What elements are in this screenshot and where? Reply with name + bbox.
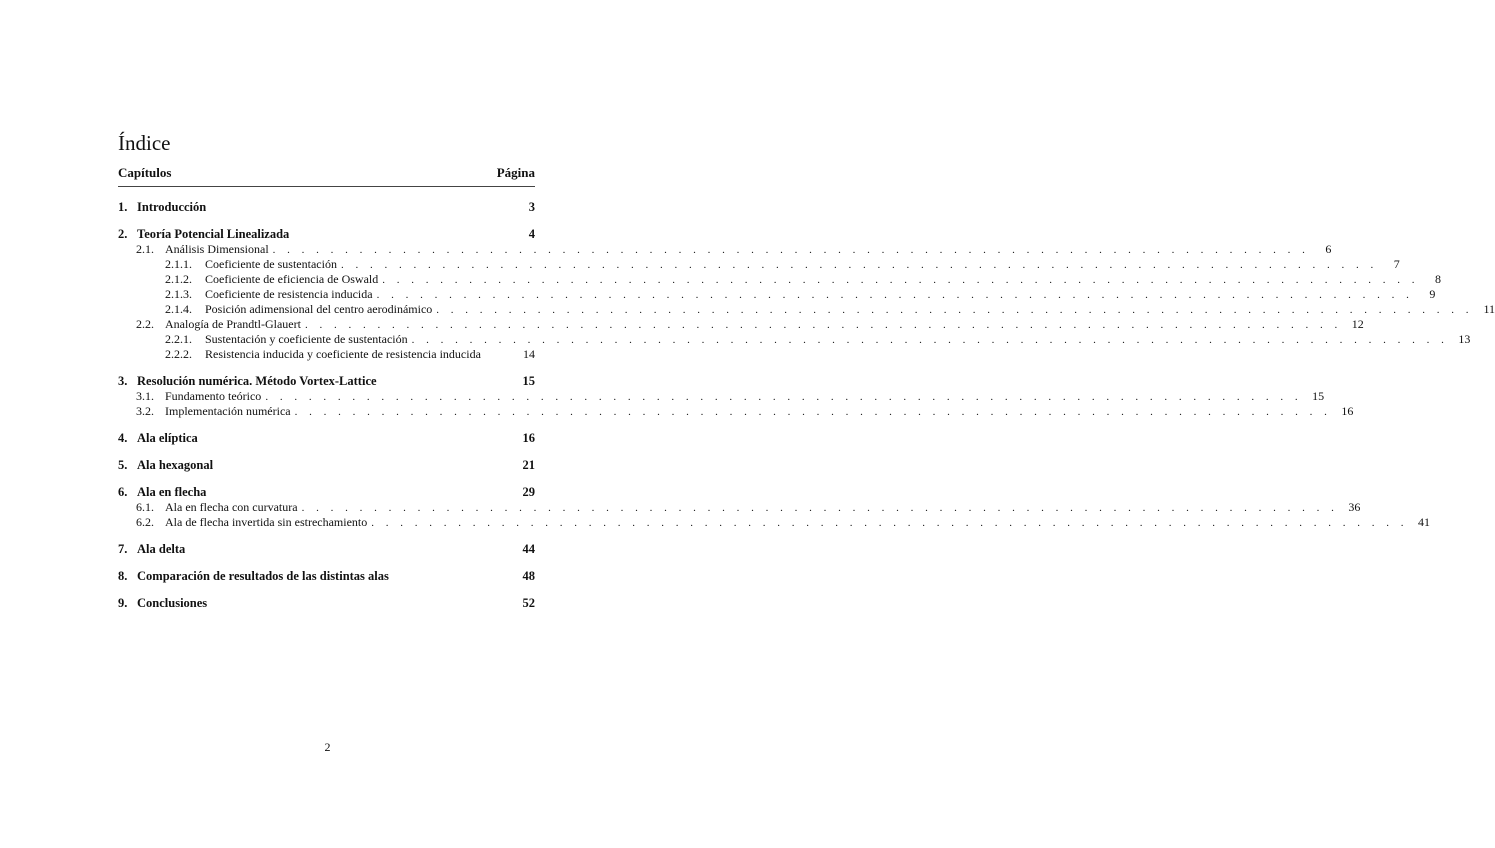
toc-subsection-entry[interactable] [118,332,1471,347]
entry-number: 1. [118,200,128,214]
entry-number: 8. [118,569,128,583]
dot-leader [382,273,1419,288]
entry-number: 3.2. [136,404,154,418]
entry-page-number: 48 [522,569,535,583]
entry-number: 3.1. [136,389,154,403]
toc-subsection-entry[interactable] [118,302,1495,317]
entry-title: Analogía de Prandtl-Glauert [165,317,301,331]
entry-number: 2.1.4. [165,302,192,316]
entry-page-number: 8 [1435,272,1441,286]
dot-leader [412,333,1449,348]
toc-section-entry[interactable] [118,389,1325,404]
entry-page-number: 16 [1341,404,1354,418]
entry-title: Ala hexagonal [137,458,214,472]
entry-page-number: 44 [522,542,535,556]
entry-page-number: 7 [1393,257,1400,271]
toc-section-entry[interactable] [118,317,1364,332]
entry-title: Comparación de resultados de las distintas alas [137,569,389,583]
dot-leader [341,258,1378,273]
dot-leader [436,303,1473,318]
entry-number: 3. [118,374,128,388]
entry-page-number: 16 [522,431,535,445]
toc-subsection-entry[interactable] [118,272,1441,287]
entry-page-number: 6 [1325,242,1332,256]
entry-page-number: 29 [522,485,535,499]
entry-title: Ala de flecha invertida sin estrechamiento [165,515,368,529]
entry-number: 4. [118,431,128,445]
entry-number: 6.2. [136,515,154,529]
toc-chapter-entry[interactable] [118,430,535,446]
dot-leader [295,405,1332,420]
entry-title: Resistencia inducida y coeficiente de resistencia inducida [205,347,481,361]
dot-leader [377,288,1414,303]
dot-leader [265,390,1302,405]
dot-leader [273,243,1310,258]
entry-title: Posición adimensional del centro aerodinámico [205,302,433,316]
entry-number: 2. [118,227,128,241]
entry-number: 2.1.1. [165,257,192,271]
toc-chapter-entry[interactable] [118,457,535,473]
toc-section-entry[interactable] [118,404,1354,419]
toc-header [118,165,535,183]
toc-chapter-entry[interactable] [118,541,535,557]
chapters-column-label: Capítulos [118,165,172,180]
entry-number: 2.2.1. [165,332,192,346]
entry-page-number: 15 [522,374,535,388]
toc-chapter-entry[interactable] [118,595,535,611]
entry-title: Coeficiente de sustentación [205,257,337,271]
toc-chapter-entry[interactable] [118,373,535,389]
dot-leader [305,318,1342,333]
toc-subsection-entry[interactable] [118,257,1400,272]
toc-section-entry[interactable] [118,515,1430,530]
entry-title: Teoría Potencial Linealizada [137,227,290,241]
entry-title: Coeficiente de eficiencia de Oswald [205,272,379,286]
entry-title: Implementación numérica [165,404,291,418]
entry-page-number: 36 [1348,500,1361,514]
entry-title: Análisis Dimensional [165,242,269,256]
entry-title: Ala en flecha con curvatura [165,500,298,514]
entry-page-number: 14 [523,347,535,361]
entry-page-number: 52 [522,596,535,610]
entry-number: 6. [118,485,128,499]
entry-number: 5. [118,458,128,472]
toc-chapter-entry[interactable] [118,484,535,500]
entry-page-number: 3 [528,200,535,214]
entry-number: 2.2. [136,317,154,331]
entry-title: Coeficiente de resistencia inducida [205,287,373,301]
entry-title: Resolución numérica. Método Vortex-Lattice [137,374,377,388]
entry-page-number: 9 [1429,287,1436,301]
entry-page-number: 15 [1312,389,1325,403]
dot-leader [302,501,1339,516]
entry-title: Ala elíptica [137,431,198,445]
toc-chapter-entry[interactable] [118,199,535,215]
entry-number: 2.2.2. [165,347,192,361]
toc-subsection-entry[interactable] [118,287,1436,302]
entry-number: 9. [118,596,128,610]
entry-title: Conclusiones [137,596,208,610]
entry-title: Ala en flecha [137,485,207,499]
header-divider [118,186,535,187]
entry-title: Introducción [137,200,207,214]
toc-chapter-entry[interactable] [118,568,535,584]
entry-number: 2.1.2. [165,272,192,286]
entry-title: Fundamento teórico [165,389,262,403]
page-number: 2 [324,740,331,754]
toc-section-entry[interactable] [118,500,1361,515]
entry-page-number: 12 [1351,317,1364,331]
page-column-label: Página [496,165,535,180]
toc-subsection-entry[interactable] [118,347,535,362]
entry-title: Sustentación y coeficiente de sustentación [205,332,408,346]
entry-page-number: 41 [1418,515,1430,529]
entry-number: 7. [118,542,128,556]
entry-number: 6.1. [136,500,154,514]
entry-page-number: 4 [528,227,535,241]
dot-leader [371,516,1408,531]
entry-number: 2.1.3. [165,287,192,301]
page-title: Índice [118,131,171,155]
toc-section-entry[interactable] [118,242,1332,257]
entry-page-number: 21 [522,458,535,472]
entry-page-number: 13 [1458,332,1471,346]
entry-title: Ala delta [137,542,186,556]
entry-page-number: 11 [1483,302,1495,316]
table-of-contents [118,192,1495,611]
entry-number: 2.1. [136,242,154,256]
toc-chapter-entry[interactable] [118,226,535,242]
